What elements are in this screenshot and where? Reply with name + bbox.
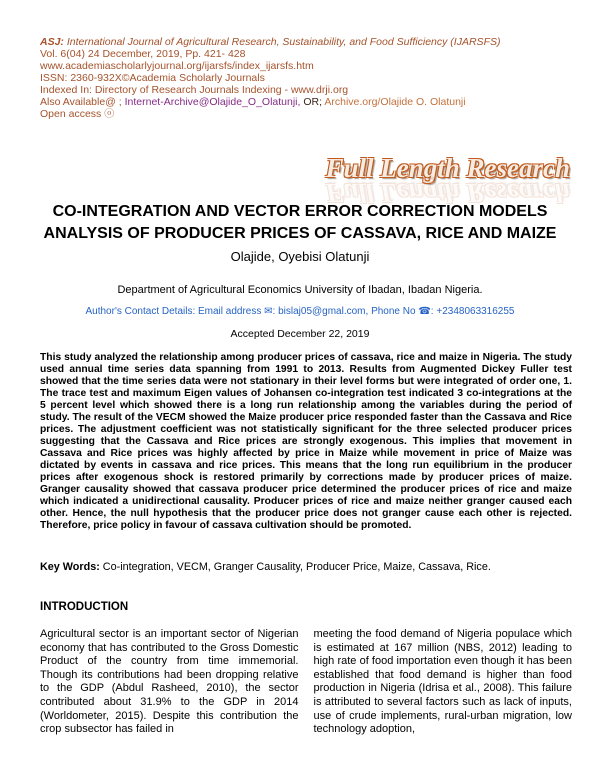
author-name: Olajide, Oyebisi Olatunji	[230, 249, 370, 264]
drji-link[interactable]: www.drji.org	[290, 84, 349, 96]
introduction-heading: INTRODUCTION	[40, 601, 129, 613]
or-separator: OR;	[300, 96, 325, 108]
journal-header	[40, 36, 570, 121]
introduction-column-right: meeting the food demand of Nigeria populace which is estimated at 167 million (NBS, 2012) leading to high rate of food importation even though it has been established that food demand is higher than food production in Nigeria (Idrisa et al., 2008). This failure is attributed to several factors such as lack of inputs, use of crude implements, rural-urban migration, low technology adoption,	[313, 628, 572, 736]
issn-line: ISSN: 2360-932X©Academia Scholarly Journals	[40, 72, 265, 84]
email-address[interactable]: bislaj05@gmal.com	[278, 306, 366, 317]
keywords-text: Co-integration, VECM, Granger Causality, Producer Price, Maize, Cassava, Rice.	[99, 561, 491, 573]
contact-prefix: Author's Contact Details: Email address	[85, 306, 265, 317]
keywords-label: Key Words:	[40, 561, 100, 573]
internet-archive-link[interactable]: Internet-Archive@Olajide_O_Olatunji,	[124, 96, 301, 108]
banner-reflection: Full Length Research	[325, 178, 570, 208]
accepted-date: Accepted December 22, 2019	[230, 328, 370, 340]
phone-icon: ☎	[418, 306, 431, 317]
open-access-line	[40, 108, 570, 121]
open-access-icon: ⓞ	[104, 109, 115, 120]
contact-sep1: :	[272, 306, 279, 317]
paper-title-line1: CO-INTEGRATION AND VECTOR ERROR CORRECTION MODELS	[52, 203, 548, 220]
open-access-label: Open access	[40, 108, 102, 120]
author-affiliation: Department of Agricultural Economics University of Ibadan, Ibadan Nigeria.	[117, 284, 483, 296]
volume-line: Vol. 6(04) 24 December, 2019, Pp. 421- 428	[40, 48, 246, 60]
journal-full-title: International Journal of Agricultural Research, Sustainability, and Food Sufficiency (IJARSFS)	[63, 36, 501, 48]
email-icon: ✉	[264, 306, 273, 317]
also-available-line	[40, 96, 570, 108]
introduction-column-left: Agricultural sector is an important sector of Nigerian economy that has contributed to the Gross Domestic Product of the country from time immemorial. Though its contributions had been dropping relative to the GDP (Abdul Rasheed, 2010), the sector contributed about 31.9% to the GDP in 2014 (Worldometer, 2015). Despite this contribution the crop subsector has failed in	[40, 628, 299, 736]
keywords-line	[40, 561, 572, 573]
journal-abbrev: ASJ:	[40, 36, 64, 48]
archive-org-link[interactable]: Archive.org/Olajide O. Olatunji	[324, 96, 466, 108]
also-available-label: Also Available@ ;	[40, 96, 125, 108]
abstract-text: This study analyzed the relationship among producer prices of cassava, rice and maize in Nigeria. The study used annual time series data spanning from 1991 to 2013. Results from Augmented Dickey Fuller test showed that the time series data were not stationary in their level forms but were integrated of order one, 1. The trace test and maximum Eigen values of Johansen co-integration test indicated 3 co-integrations at the 5 percent level which showed there is a long run relationship among the variables during the period of study. The result of the VECM showed the Maize producer price responded faster than the Cassava and Rice prices. The adjustment coefficient was not statistically significant for the three selected producer prices suggesting that the Cassava and Rice prices are strongly exogenous. This implies that movement in Cassava and Rice prices was highly affected by price in Maize while movement in price of Maize was dictated by events in cassava and rice prices. This means that the long run equilibrium in the producer prices after exogenous shock is restored primarily by corrections made by producer prices of maize. Granger causality showed that cassava producer price determined the producer prices of rice and maize which indicated a unidirectional causality. Producer prices of rice and maize neither granger caused each other. Hence, the null hypothesis that the producer price does not granger cause each other is rejected. Therefore, price policy in favour of cassava cultivation should be promoted.	[40, 352, 572, 531]
banner-text: Full Length Research	[325, 153, 570, 183]
contact-sep3: : +2348063316255	[430, 306, 515, 317]
indexed-in-line	[40, 84, 570, 96]
introduction-body	[40, 628, 572, 737]
contact-sep2: , Phone No	[365, 306, 419, 317]
paper-title	[15, 201, 585, 244]
contact-details-line	[0, 306, 600, 317]
journal-title-line	[40, 36, 570, 48]
paper-title-line2: ANALYSIS OF PRODUCER PRICES OF CASSAVA, RICE AND MAIZE	[43, 224, 557, 242]
full-length-research-banner	[325, 153, 570, 208]
indexed-in-label: Indexed In: Directory of Research Journals Indexing -	[40, 84, 291, 96]
journal-url-link[interactable]: www.academiascholarlyjournal.org/ijarsfs/index_ijarsfs.htm	[40, 60, 314, 72]
